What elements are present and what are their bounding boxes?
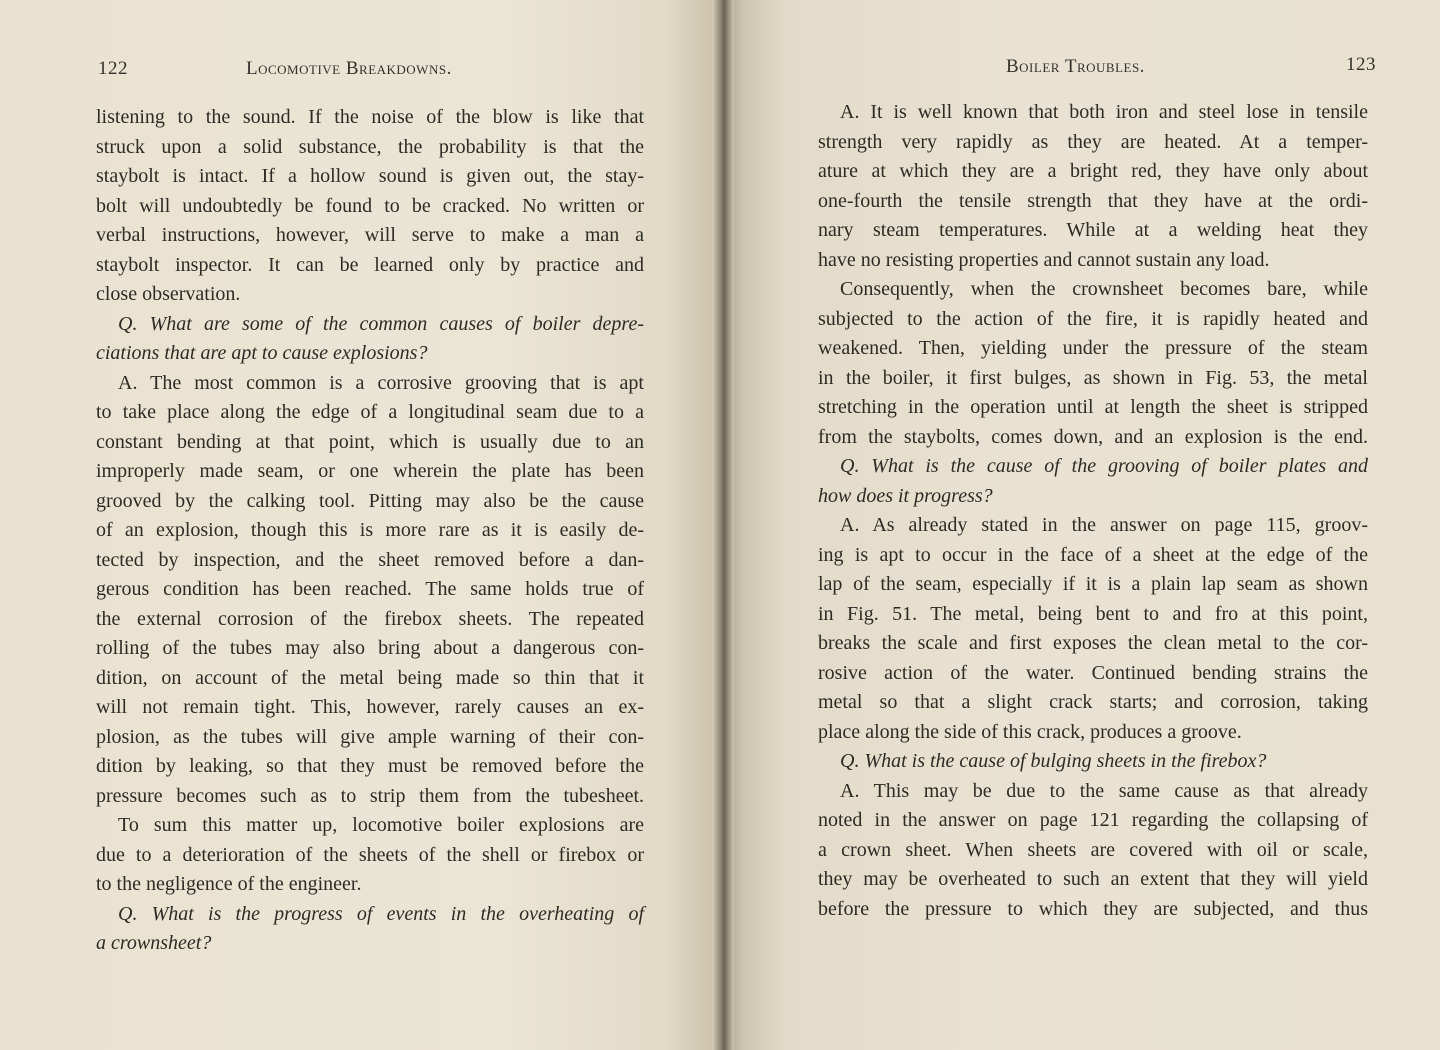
left-page-text-line: of an explosion, though this is more rare as it is easily de-	[96, 519, 644, 541]
right-page-text-line: lap of the seam, especially if it is a plain lap seam as shown	[818, 573, 1368, 595]
right-page-text-line: strength very rapidly as they are heated. At a temper-	[818, 130, 1368, 153]
left-page-number: 122	[98, 58, 128, 79]
right-running-head	[1006, 56, 1376, 82]
left-page-text-line: bolt will undoubtedly be found to be cracked. No written or	[96, 194, 644, 217]
left-page-text-line: struck upon a solid substance, the probability is that the	[96, 135, 644, 158]
right-page-text-line: ature at which they are a bright red, they have only about	[818, 160, 1368, 182]
right-page-text-line: in Fig. 51. The metal, being bent to and fro at this point,	[818, 602, 1368, 625]
right-page-text-line: before the pressure to which they are subjected, and thus	[818, 897, 1368, 920]
right-page-text-line: rosive action of the water. Continued bending strains the	[818, 661, 1368, 684]
left-page-text-line: listening to the sound. If the noise of the blow is like that	[96, 106, 644, 128]
right-page-text-line: they may be overheated to such an extent that they will yield	[818, 868, 1368, 890]
left-page-text-line: improperly made seam, or one wherein the plate has been	[96, 460, 644, 482]
left-page-text-line: A. The most common is a corrosive grooving that is apt	[118, 371, 644, 394]
left-page-text-line: verbal instructions, however, will serve to make a man a	[96, 224, 644, 246]
left-page-text-line: staybolt is intact. If a hollow sound is given out, the stay-	[96, 165, 644, 187]
left-page-body	[96, 103, 644, 959]
right-page-text-line: ing is apt to occur in the face of a sheet at the edge of the	[818, 543, 1368, 566]
left-page-text-line: rolling of the tubes may also bring about a dangerous con-	[96, 637, 644, 659]
right-page-text-line: metal so that a slight crack starts; and corrosion, taking	[818, 691, 1368, 713]
left-page-text-line: dition, on account of the metal being made so thin that it	[96, 666, 644, 689]
right-page-text-line: one-fourth the tensile strength that they have at the ordi-	[818, 189, 1368, 212]
right-page-text-line: breaks the scale and first exposes the clean metal to the cor-	[818, 632, 1368, 654]
book-gutter	[712, 0, 734, 1050]
left-running-title: Locomotive Breakdowns.	[246, 58, 452, 79]
right-page-text-line: from the staybolts, comes down, and an explosion is the end.	[818, 425, 1368, 448]
right-page-text-line: nary steam temperatures. While at a welding heat they	[818, 219, 1368, 241]
left-page-text-line: To sum this matter up, locomotive boiler explosions are	[118, 814, 644, 836]
right-page-text-line: A. This may be due to the same cause as that already	[840, 779, 1368, 802]
left-page-text-line: gerous condition has been reached. The same holds true of	[96, 578, 644, 600]
left-page-text-line: dition by leaking, so that they must be removed before the	[96, 755, 644, 777]
left-page-text-line: Q. What is the progress of events in the overheating of	[118, 902, 644, 925]
left-page-text-line: to the negligence of the engineer.	[96, 873, 362, 895]
right-page-text-line: how does it progress?	[818, 484, 993, 507]
left-page-text-line: a crownsheet?	[96, 932, 212, 954]
right-page-text-line: A. It is well known that both iron and steel lose in tensile	[840, 101, 1368, 123]
right-page-text-line: place along the side of this crack, produces a groove.	[818, 720, 1242, 743]
right-page-text-line: a crown sheet. When sheets are covered with oil or scale,	[818, 838, 1368, 861]
right-page-text-line: Q. What is the cause of bulging sheets in the firebox?	[840, 750, 1267, 772]
left-page-text-line: will not remain tight. This, however, rarely causes an ex-	[96, 696, 644, 718]
right-page-number: 123	[1346, 54, 1376, 75]
right-page-text-line: Q. What is the cause of the grooving of boiler plates and	[840, 455, 1368, 477]
left-page-text-line: to take place along the edge of a longitudinal seam due to a	[96, 401, 644, 423]
right-page-text-line: have no resisting properties and cannot sustain any load.	[818, 248, 1270, 271]
left-page-text-line: tected by inspection, and the sheet removed before a dan-	[96, 548, 644, 571]
left-page-text-line: constant bending at that point, which is usually due to an	[96, 430, 644, 453]
left-page-text-line: close observation.	[96, 283, 241, 305]
right-page-text-line: A. As already stated in the answer on page 115, groov-	[840, 514, 1368, 536]
right-page-text-line: in the boiler, it first bulges, as shown in Fig. 53, the metal	[818, 366, 1368, 389]
right-page-body	[818, 98, 1368, 924]
right-page-text-line: stretching in the operation until at length the sheet is stripped	[818, 396, 1368, 418]
left-page-text-line: plosion, as the tubes will give ample warning of their con-	[96, 725, 644, 748]
left-page-text-line: ciations that are apt to cause explosions?	[96, 342, 428, 364]
right-page-text-line: weakened. Then, yielding under the pressure of the steam	[818, 337, 1368, 359]
right-page-text-line: noted in the answer on page 121 regarding the collapsing of	[818, 809, 1368, 831]
left-running-head	[98, 58, 648, 84]
right-page-text-line: subjected to the action of the fire, it is rapidly heated and	[818, 307, 1368, 330]
right-page-text-line: Consequently, when the crownsheet becomes bare, while	[840, 278, 1368, 300]
right-running-title: Boiler Troubles.	[1006, 56, 1145, 77]
left-page-text-line: due to a deterioration of the sheets of the shell or firebox or	[96, 843, 644, 866]
left-page-text-line: staybolt inspector. It can be learned only by practice and	[96, 253, 644, 276]
left-page-text-line: pressure becomes such as to strip them from the tubesheet.	[96, 784, 644, 807]
left-page-text-line: grooved by the calking tool. Pitting may also be the cause	[96, 489, 644, 512]
left-page-text-line: the external corrosion of the firebox sheets. The repeated	[96, 607, 644, 630]
left-page-text-line: Q. What are some of the common causes of boiler depre-	[118, 312, 644, 335]
